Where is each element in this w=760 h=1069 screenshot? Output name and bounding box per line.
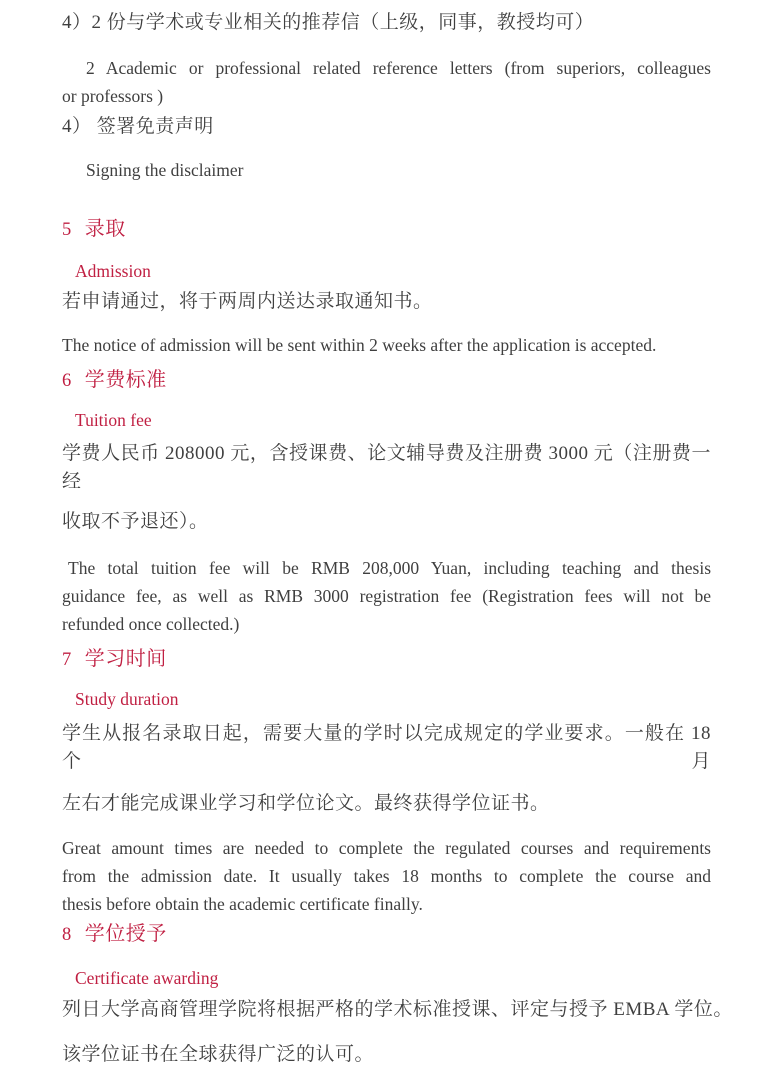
section-certificate-number: 8 [62, 925, 72, 945]
duration-body-zh-line2: 左右才能完成课业学习和学位论文。最终获得学位证书。 [62, 793, 550, 814]
requirement-disclaimer-en: Signing the disclaimer [86, 160, 244, 180]
section-tuition-number: 6 [62, 371, 72, 391]
section-admission-title-en: Admission [75, 261, 151, 281]
section-duration-number: 7 [62, 650, 72, 670]
admission-body-zh: 若申请通过，将于两周内送达录取通知书。 [62, 291, 433, 312]
section-duration-title-zh: 学习时间 [84, 648, 167, 670]
certificate-body-zh-line1: 列日大学高商管理学院将根据严格的学术标准授课、评定与授予 EMBA 学位。 [62, 999, 733, 1020]
duration-body-en-line3: thesis before obtain the academic certificate finally. [62, 894, 423, 914]
tuition-body-en-line1: The total tuition fee will be RMB 208,000 Yuan, including teaching and thesis [68, 558, 711, 578]
tuition-body-zh-line1: 学费人民币 208000 元，含授课费、论文辅导费及注册费 3000 元（注册费一经 [62, 443, 711, 492]
section-certificate-heading [62, 920, 711, 949]
tuition-body-zh-line2: 收取不予退还）。 [62, 511, 209, 532]
certificate-body-zh-line2: 该学位证书在全球获得广泛的认可。 [62, 1044, 375, 1065]
requirement-disclaimer-zh: 4） 签署免责声明 [62, 116, 214, 137]
admission-body-en: The notice of admission will be sent within 2 weeks after the application is accepted. [62, 335, 657, 355]
section-admission-number: 5 [62, 220, 72, 240]
duration-body-en-line1: Great amount times are needed to complete the regulated courses and requirements [62, 838, 711, 858]
section-admission-heading [62, 215, 711, 244]
section-certificate-title-en: Certificate awarding [75, 968, 219, 988]
tuition-body-en-line3: refunded once collected.) [62, 614, 240, 634]
duration-body-en-line2: from the admission date. It usually takes 18 months to complete the course and [62, 866, 711, 886]
requirement-reference-zh: 4）2 份与学术或专业相关的推荐信（上级，同事，教授均可） [62, 12, 595, 33]
duration-body-zh-line1: 学生从报名录取日起，需要大量的学时以完成规定的学业要求。一般在 18 个月 [62, 723, 711, 772]
section-certificate-title-zh: 学位授予 [84, 923, 167, 945]
section-tuition-heading [62, 366, 711, 395]
section-tuition-title-zh: 学费标准 [84, 369, 167, 391]
requirement-reference-en-line2: or professors ) [62, 86, 164, 106]
tuition-body-en-line2: guidance fee, as well as RMB 3000 registration fee (Registration fees will not be [62, 586, 711, 606]
section-duration-heading [62, 645, 711, 674]
section-duration-title-en: Study duration [75, 689, 179, 709]
section-admission-title-zh: 录取 [84, 218, 126, 240]
requirement-reference-en-line1: 2 Academic or professional related reference letters (from superiors, colleagues [86, 58, 711, 78]
section-tuition-title-en: Tuition fee [75, 410, 152, 430]
